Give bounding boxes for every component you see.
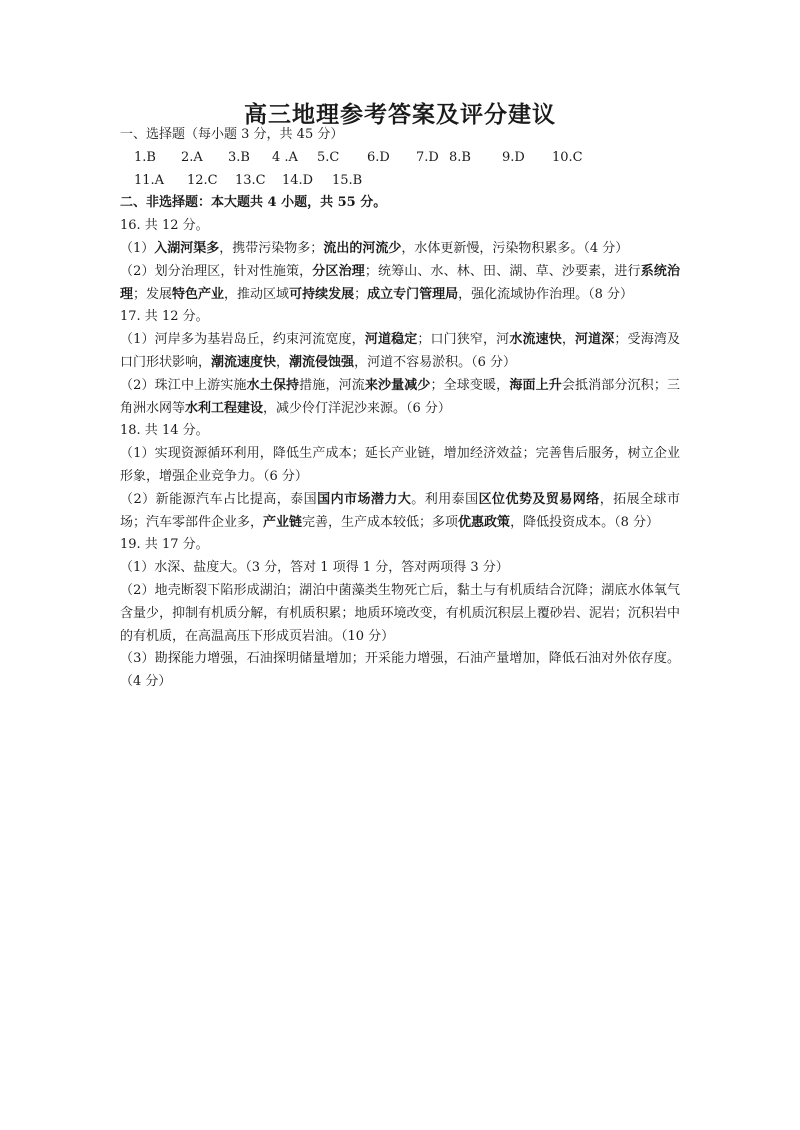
text-run: ；统筹山、水、林、田、湖、草、沙要素，进行 xyxy=(364,263,641,279)
text-run: ； xyxy=(354,286,368,302)
key-point: 特色产业 xyxy=(172,286,225,302)
q16-part1 xyxy=(120,238,680,261)
text-run: （1） xyxy=(120,240,155,256)
mc-answer: 15.B xyxy=(332,172,363,188)
q17-heading: 17. 共 12 分。 xyxy=(120,309,209,325)
text-run: ，河道不容易淤积。（6 分） xyxy=(354,354,516,370)
mc-answer: 14.D xyxy=(282,172,314,188)
text-run: ；口门狭窄，河 xyxy=(417,332,510,348)
key-point: 潮流速度快 xyxy=(211,354,277,370)
key-point: 产业链 xyxy=(263,514,303,530)
answer-content xyxy=(120,124,680,694)
q16-part2 xyxy=(120,261,680,307)
q19-part2: （2）地壳断裂下陷形成湖泊；湖泊中菌藻类生物死亡后，黏土与有机质结合沉降；湖底水体氧气含量少，抑制有机质分解，有机质积累；地质环境改变，有机质沉积层上覆砂岩、泥岩；沉积岩中的有机质，在高温高压下形成页岩油。（10 分） xyxy=(120,582,680,644)
key-point: 成立专门管理局 xyxy=(367,286,459,302)
q19-part1: （1）水深、盐度大。（3 分，答对 1 项得 1 分，答对两项得 3 分） xyxy=(120,560,509,576)
q18-part2 xyxy=(120,489,680,535)
section2-heading-text: 二、非选择题：本大题共 4 小题，共 55 分。 xyxy=(120,195,387,211)
mc-answer: 10.C xyxy=(552,149,583,165)
q19-heading: 19. 共 17 分。 xyxy=(120,537,209,553)
text-run: ，拓展全球市场；汽车零部件企业多， xyxy=(120,491,680,530)
key-point: 河道稳定 xyxy=(364,332,418,348)
mc-answer: 6.D xyxy=(367,149,390,165)
key-point: 分区治理 xyxy=(312,263,365,279)
page-title: 高三地理参考答案及评分建议 xyxy=(244,101,556,128)
text-run: ，强化流域协作治理。（8 分） xyxy=(458,286,634,302)
mc-answer: 13.C xyxy=(235,172,266,188)
key-point: 河道深 xyxy=(575,332,615,348)
mc-answer: 7.D xyxy=(416,149,439,165)
key-point: 水利工程建设 xyxy=(185,400,264,416)
q17-part1 xyxy=(120,329,680,375)
key-point: 潮流侵蚀强 xyxy=(289,354,355,370)
text-run: ；全球变暖， xyxy=(430,377,510,393)
text-run: ，推动区域 xyxy=(224,286,290,302)
text-run: ；发展 xyxy=(133,286,173,302)
key-point: 水土保持 xyxy=(246,377,300,393)
key-point: 系统治理 xyxy=(120,263,680,302)
mc-answer: 11.A xyxy=(134,172,165,188)
key-point: 优惠政策 xyxy=(458,514,511,530)
q18-part1: （1）实现资源循环利用，降低生产成本；延长产业链，增加经济效益；完善售后服务，树立企业形象，增强企业竞争力。（6 分） xyxy=(120,446,680,484)
text-run: ，降低投资成本。（8 分） xyxy=(510,514,659,530)
q18-heading: 18. 共 14 分。 xyxy=(120,423,209,439)
mc-answer: 9.D xyxy=(502,149,525,165)
mc-answers-row-2 xyxy=(120,170,680,193)
text-run: （2）划分治理区，针对性施策， xyxy=(120,263,313,279)
text-run: ，水体更新慢，污染物积累多。（4 分） xyxy=(401,240,629,256)
text-run: ， xyxy=(561,332,576,348)
text-run: 措施，河流 xyxy=(299,377,365,393)
key-point: 水流速快 xyxy=(509,332,562,348)
text-run: （2）珠江中上游实施 xyxy=(120,377,247,393)
q17-part2 xyxy=(120,375,680,421)
key-point: 来沙量减少 xyxy=(364,377,431,393)
mc-answer: 2.A xyxy=(181,149,203,165)
section1-heading: 一、选择题（每小题 3 分，共 45 分） xyxy=(120,127,344,142)
text-run: ；受海湾及口门形状影响， xyxy=(120,332,680,370)
mc-answer: 1.B xyxy=(134,149,156,165)
key-point: 流出的河流少 xyxy=(323,240,402,256)
key-point: 入湖河渠多 xyxy=(154,240,220,256)
key-point: 可持续发展 xyxy=(289,286,355,302)
key-point: 国内市场潜力大 xyxy=(317,491,412,507)
mc-answers-row-1 xyxy=(120,147,680,170)
section2-heading xyxy=(120,192,680,215)
mc-answer: 4 .A xyxy=(272,149,298,165)
text-run: 。利用泰国 xyxy=(411,491,479,507)
key-point: 区位优势及贸易网络 xyxy=(478,491,600,507)
text-run: 会抵消部分沉积；三角洲水网等 xyxy=(120,377,680,416)
mc-answer: 12.C xyxy=(187,172,218,188)
q16-heading: 16. 共 12 分。 xyxy=(120,218,209,234)
q19-part3: （3）勘探能力增强，石油探明储量增加；开采能力增强，石油产量增加，降低石油对外依存度。（4 分） xyxy=(120,651,680,690)
text-run: 完善，生产成本较低；多项 xyxy=(302,514,459,530)
mc-answer: 8.B xyxy=(449,149,471,165)
key-point: 海面上升 xyxy=(509,377,562,393)
mc-answer: 3.B xyxy=(228,149,250,165)
text-run: ，携带污染物多； xyxy=(219,240,324,256)
text-run: （2）新能源汽车占比提高，泰国 xyxy=(120,491,318,507)
text-run: ， xyxy=(276,354,290,370)
text-run: ，减少伶仃洋泥沙来源。（6 分） xyxy=(263,400,451,416)
mc-answer: 5.C xyxy=(317,149,340,165)
text-run: （1）河岸多为基岩岛丘，约束河流宽度， xyxy=(120,332,365,348)
